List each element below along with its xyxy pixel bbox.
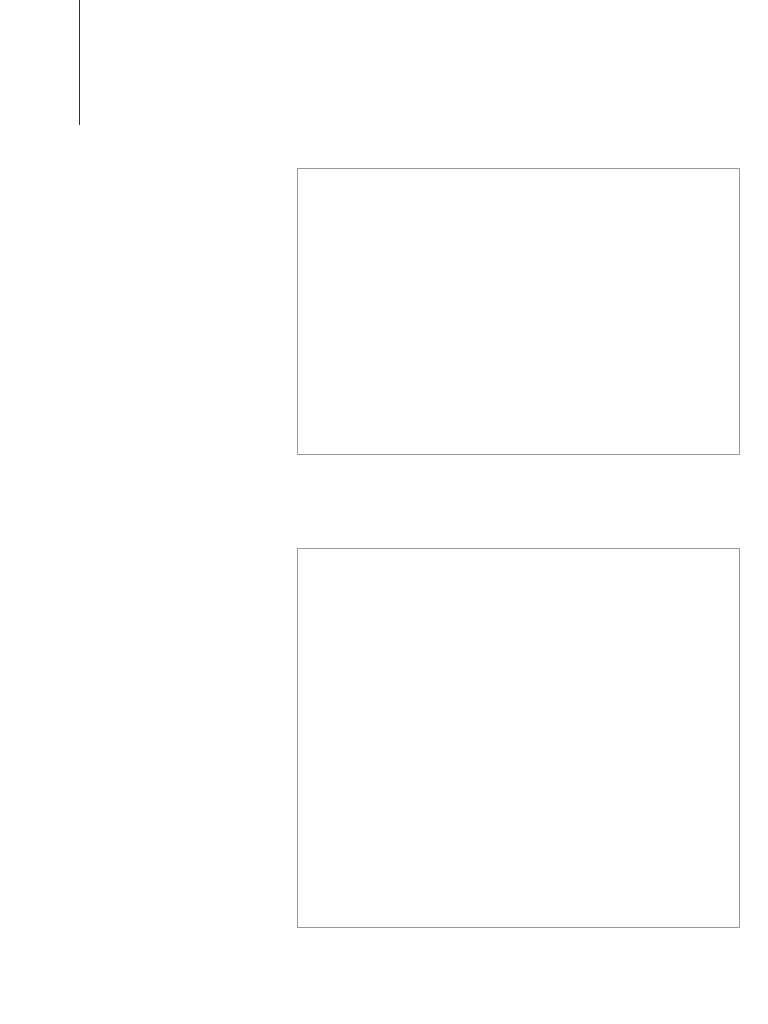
figure-2-well-log	[298, 549, 739, 927]
figure-1	[297, 168, 740, 455]
body-column	[80, 160, 284, 173]
figure-1-crossplots	[298, 169, 739, 454]
page-footer	[700, 978, 730, 990]
download-notice	[0, 165, 22, 905]
header-rule	[79, 0, 80, 125]
figure-2	[297, 548, 740, 928]
